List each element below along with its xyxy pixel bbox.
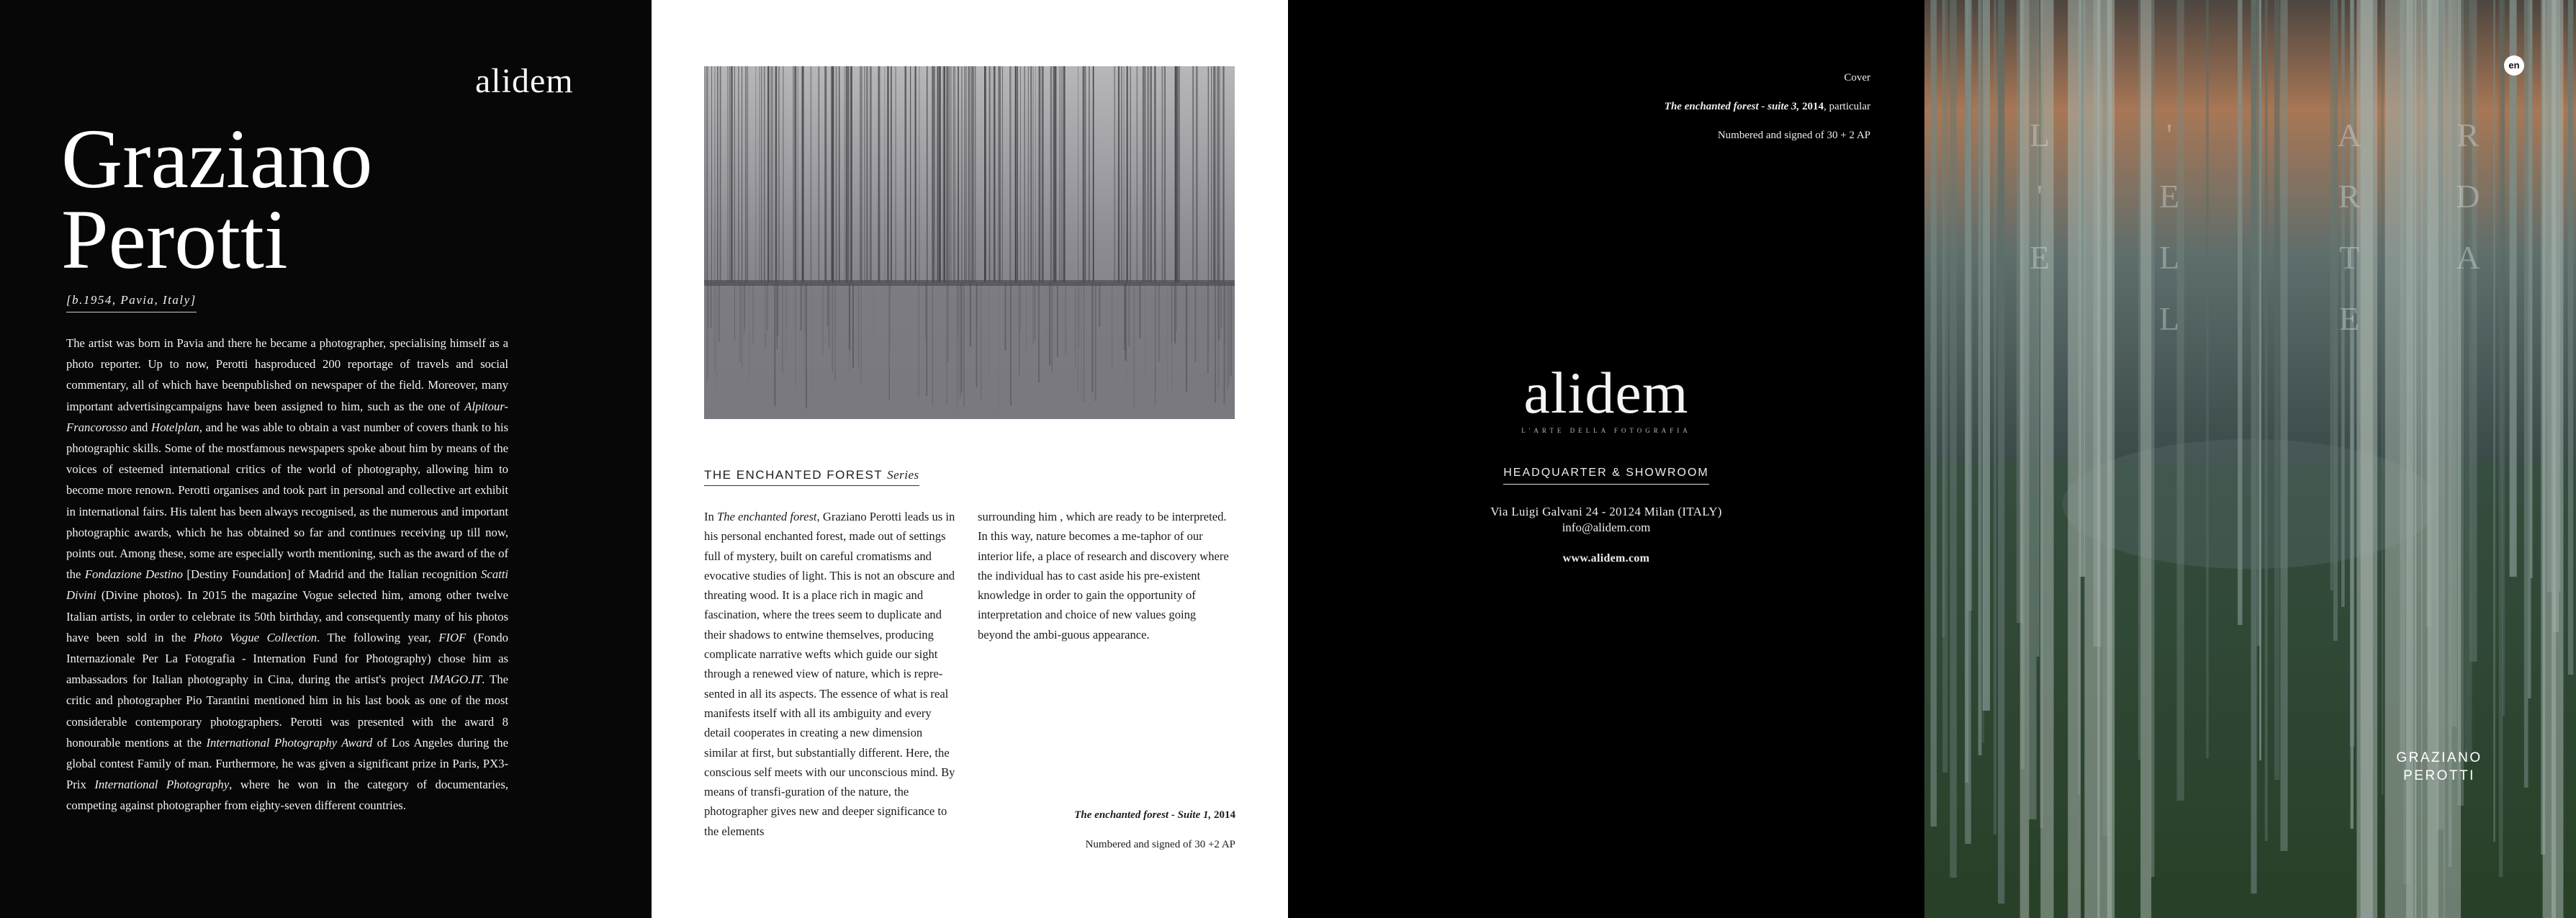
tree-trunk	[1084, 66, 1086, 282]
tree-trunk	[1143, 66, 1144, 282]
tree-reflection	[989, 282, 990, 377]
tree-reflection	[1220, 282, 1221, 339]
cover-letter: '	[2036, 178, 2043, 215]
tree-trunk	[1192, 66, 1194, 282]
tree-trunk	[1220, 66, 1221, 282]
tree-trunk	[885, 66, 886, 282]
tree-trunk	[1144, 66, 1146, 282]
alidem-tagline: L'ARTE DELLA FOTOGRAFIA	[1521, 427, 1691, 434]
tree-trunk	[1033, 66, 1034, 282]
tree-trunk	[775, 66, 776, 282]
tree-trunk	[778, 66, 779, 282]
tree-trunk	[1222, 66, 1225, 282]
tree-trunk	[1053, 66, 1055, 282]
tree-trunk	[811, 66, 812, 282]
tree-trunk	[794, 66, 796, 282]
tree-reflection	[1038, 282, 1040, 382]
tree-trunk	[1215, 66, 1216, 282]
tree-trunk	[1050, 66, 1052, 282]
tree-trunk	[1017, 66, 1018, 282]
tree-trunk	[910, 66, 911, 282]
tree-reflection	[1078, 282, 1080, 347]
tree-reflection	[1095, 282, 1096, 401]
tree-reflection	[734, 282, 735, 341]
tree-reflection	[852, 282, 854, 368]
cover-letter	[2335, 410, 2364, 472]
tree-reflection	[1139, 282, 1140, 338]
tree-trunk	[932, 66, 935, 282]
tree-trunk	[1093, 66, 1094, 282]
birth-info: [b.1954, Pavia, Italy]	[66, 293, 197, 312]
tree-reflection	[1219, 282, 1220, 397]
tree-reflection	[858, 282, 860, 368]
tree-trunk	[964, 66, 965, 282]
tree-reflection	[1185, 282, 1186, 366]
tree-reflection	[890, 282, 891, 348]
tree-trunk	[839, 66, 840, 282]
cover-letter	[2454, 410, 2482, 472]
tree-trunk	[761, 66, 762, 282]
tree-reflection	[716, 282, 717, 392]
tree-trunk	[832, 66, 834, 282]
cover-letter	[2025, 410, 2054, 472]
tree-reflection	[927, 282, 928, 396]
alidem-logo: alidem	[475, 62, 574, 100]
tree-reflection	[1230, 282, 1232, 376]
vertical-letters-4	[2454, 104, 2482, 472]
cover-letter: D	[2456, 178, 2480, 215]
tree-trunk	[1154, 66, 1156, 282]
tree-reflection	[1065, 282, 1066, 356]
tree-trunk	[836, 66, 837, 282]
essay-heading: THE ENCHANTED FOREST Series	[704, 468, 919, 486]
tree-trunk	[731, 66, 732, 282]
tree-trunk	[975, 66, 976, 282]
hq-title: HEADQUARTER & SHOWROOM	[1503, 467, 1709, 485]
tree-trunk	[866, 66, 868, 282]
cover-letter: A	[2337, 117, 2361, 153]
tree-trunk	[938, 66, 939, 282]
tree-trunk	[847, 66, 849, 282]
alidem-logo-large	[1288, 360, 1924, 434]
artist-first-name: Graziano	[61, 112, 373, 206]
tree-trunk	[714, 66, 715, 282]
tree-reflection	[1081, 282, 1082, 402]
tree-reflection	[998, 282, 999, 410]
cover-caption	[1665, 63, 1870, 150]
headquarter-info	[1288, 467, 1924, 565]
cover-letter: L	[2029, 117, 2050, 153]
tree-reflection	[1186, 282, 1187, 392]
tree-reflection	[795, 282, 796, 386]
tree-trunk	[704, 66, 706, 282]
tree-reflection	[1074, 282, 1075, 351]
tree-trunk	[825, 66, 827, 282]
tree-trunk	[966, 66, 967, 282]
tree-reflection	[1156, 282, 1157, 392]
tree-reflection	[1158, 282, 1160, 361]
tree-trunk	[1114, 66, 1115, 282]
cover-letter: T	[2338, 239, 2360, 276]
tree-reflection	[785, 282, 786, 359]
tree-trunk	[940, 66, 941, 282]
tree-reflection	[970, 282, 971, 346]
cover-letter: '	[2166, 117, 2173, 153]
tree-trunk	[947, 66, 950, 282]
tree-reflection	[827, 282, 828, 327]
tree-trunk	[1083, 66, 1085, 282]
tree-reflection	[1051, 282, 1053, 372]
tree-reflection	[803, 282, 804, 370]
tree-reflection	[1128, 282, 1130, 347]
tree-reflection	[801, 282, 802, 330]
tree-reflection	[1045, 282, 1046, 379]
tree-trunk	[961, 66, 962, 282]
tree-reflection	[1167, 282, 1168, 393]
essay-panel	[652, 0, 1288, 918]
tree-trunk	[1124, 66, 1125, 282]
tree-reflection	[1099, 282, 1101, 327]
language-badge[interactable]: en	[2504, 55, 2524, 76]
tree-trunk	[747, 66, 748, 282]
tree-reflection	[889, 282, 890, 400]
tree-trunk	[1130, 66, 1132, 282]
tree-reflection	[849, 282, 850, 350]
tree-trunk	[1162, 66, 1163, 282]
tree-reflection	[1207, 282, 1209, 374]
tree-trunk	[1055, 66, 1057, 282]
tree-trunk	[802, 66, 803, 282]
tree-trunk	[1164, 66, 1166, 282]
artist-last-name: Perotti	[61, 192, 288, 287]
tree-reflection	[861, 282, 862, 384]
tree-reflection	[1227, 282, 1228, 390]
tree-trunk	[1051, 66, 1052, 282]
tree-trunk	[764, 66, 765, 282]
tree-reflection	[739, 282, 741, 362]
hq-address: Via Luigi Galvani 24 - 20124 Milan (ITALY)	[1490, 505, 1722, 518]
tree-trunk	[998, 66, 999, 282]
tree-reflection	[804, 282, 805, 404]
tree-trunk	[888, 66, 889, 282]
vertical-letters-1	[2025, 104, 2054, 472]
tree-trunk	[1059, 66, 1060, 282]
cover-letter	[2025, 349, 2054, 410]
tree-trunk	[878, 66, 880, 282]
tree-reflection	[946, 282, 947, 405]
tree-reflection	[1010, 282, 1012, 405]
essay-column-2: surrounding him , which are ready to be interpreted. In this way, nature becomes a me-taphor of our interior life, a place of research and discovery where the individual has to cast aside his pre-existent knowledge in order to gain the opportunity of interpretation and choice of new values going beyond the ambi-guous appearance.	[978, 510, 1229, 642]
essay-column-1: In The enchanted forest, Graziano Perotti leads us in his personal enchanted forest, made out of settings full of mystery, built on careful cromatisms and evocative studies of light. This is not an obscure and threating wood. It is a place rich in magic and fascination, where the trees seem to duplicate and their shadows to entwine themselves, producing complicate narrative wefts which guide our sight through a renewed view of nature, which is repre-sented in all its aspects. The essence of what is real manifests itself with all its ambiguity and every detail cooperates in creating a new dimension similar at first, but substantially different. Here, the conscious self meets with our unconscious mind. By means of transfi-guration of the nature, the photographer gives new and deeper significance to the elements	[704, 510, 955, 838]
tree-trunk	[793, 66, 794, 282]
tree-reflection	[925, 282, 926, 338]
tree-trunk	[1024, 66, 1025, 282]
tree-trunk	[767, 66, 768, 282]
tree-trunk	[1030, 66, 1032, 282]
vertical-letters-3	[2335, 104, 2364, 472]
tree-reflection	[832, 282, 833, 372]
tree-trunk	[1148, 66, 1149, 282]
tree-trunk	[870, 66, 871, 282]
tree-trunk	[880, 66, 881, 282]
tree-trunk	[999, 66, 1001, 282]
cover-letter	[2454, 349, 2482, 410]
contact-panel	[1288, 0, 1924, 918]
tree-trunk	[846, 66, 848, 282]
tree-trunk	[755, 66, 756, 282]
artist-bio-panel	[0, 0, 652, 918]
cover-letter: R	[2456, 117, 2480, 153]
tree-trunk	[772, 66, 773, 282]
tree-reflection	[834, 282, 835, 381]
tree-trunk	[968, 66, 970, 282]
tree-reflection	[1195, 282, 1197, 362]
alidem-wordmark: alidem	[1523, 360, 1689, 426]
tree-trunk	[1042, 66, 1043, 282]
tree-reflection	[961, 282, 962, 392]
tree-reflection	[963, 282, 964, 407]
tree-trunk	[1196, 66, 1198, 282]
tree-reflection	[874, 282, 875, 350]
tree-reflection	[787, 282, 788, 331]
tree-reflection	[1005, 282, 1006, 351]
tree-trunk	[1211, 66, 1212, 282]
tree-reflection	[805, 282, 806, 335]
tree-trunk	[972, 66, 973, 282]
tree-reflection	[823, 282, 824, 354]
tree-reflection	[1026, 282, 1027, 356]
cover-letter: L	[2158, 239, 2180, 276]
cover-letter: L	[2158, 300, 2180, 337]
tree-trunk	[1062, 66, 1063, 282]
tree-reflection	[1221, 282, 1222, 327]
tree-trunk	[738, 66, 739, 282]
tree-trunk	[706, 66, 708, 282]
artist-name-heading	[61, 112, 373, 287]
tree-trunk	[1020, 66, 1021, 282]
cover-letter: A	[2456, 239, 2480, 276]
cover-panel	[1924, 0, 2576, 918]
forest-reflection-photo	[704, 66, 1235, 419]
tree-reflection	[1133, 282, 1135, 408]
tree-reflection	[1155, 282, 1156, 406]
tree-reflection	[948, 282, 950, 332]
tree-reflection	[774, 282, 775, 406]
tree-trunk	[864, 66, 865, 282]
tree-trunk	[1208, 66, 1209, 282]
tree-trunk	[860, 66, 863, 282]
tree-trunk	[954, 66, 955, 282]
cover-letter	[2454, 288, 2482, 349]
tree-trunk	[1009, 66, 1011, 282]
artist-biography: The artist was born in Pavia and there he became a photographer, specialising himself as a photo reporter. Up to now, Perotti hasproduced 200 reportage of travels and social commentary, all of which have beenpublished on newspaper of the field. Moreover, many important advertisingcampaigns have been assigned to him, such as the one of Alpitour-Francorosso and Hotelplan, and he was able to obtain a vast number of covers thank to his photographic skills. Some of the mostfamous newspapers spoke about him by means of the voices of esteemed international critics of the world of photography, allowing him to become more renown. Perotti organises and took part in personal and collective art exhibit in international fairs. His talent has been always recognised, as the numerous and important photographic awards, which he has obtained so far and continues receiving up till now, points out. Among these, some are especially worth mentioning, such as the award of the of the Fondazione Destino [Destiny Foundation] of Madrid and the Italian recognition Scatti Divini (Divine photos). In 2015 the magazine Vogue selected him, among other twelve Italian artists, in order to celebrate its 50th birthday, and consequently many of his photos have been sold in the Photo Vogue Collection. The following year, FIOF (Fondo Internazionale Per La Fotografia - Internation Fund for Photography) chose him as ambassadors for Italian photography in Cina, during the artist's project IMAGO.IT. The critic and photographer Pio Tarantini mentioned him in his last book as one of the most considerable contemporary photographers. Perotti was presented with the award 8 honourable mentions at the International Photography Award of Los Angeles during the global contest Family of man. Furthermore, he was given a significant prize in Paris, PX3-Prix International Photography, where he won in the category of documentaries, competing against photographer from eighty-seven different countries.	[66, 336, 509, 813]
tree-trunk	[1218, 66, 1220, 282]
tree-reflection	[1176, 282, 1177, 333]
cover-letter	[2335, 349, 2364, 410]
tree-reflection	[1171, 282, 1172, 343]
tree-reflection	[1125, 282, 1127, 361]
tree-reflection	[1091, 282, 1093, 392]
tree-trunk	[711, 66, 712, 282]
tree-trunk	[970, 66, 972, 282]
tree-trunk	[1039, 66, 1040, 282]
tree-reflection	[1057, 282, 1058, 357]
tree-trunk	[734, 66, 735, 282]
tree-trunk	[1040, 66, 1042, 282]
cover-letter: E	[2029, 239, 2050, 276]
tree-reflection	[1174, 282, 1176, 343]
tree-trunk	[1063, 66, 1066, 282]
cover-artist-name: GRAZIANO PEROTTI	[2396, 750, 2482, 783]
tree-reflection	[782, 282, 783, 373]
tree-reflection	[1228, 282, 1230, 385]
tree-reflection	[1049, 282, 1050, 366]
photo-caption-title: The enchanted forest - Suite 1, 2014	[1074, 809, 1235, 821]
tree-reflection	[932, 282, 933, 405]
tree-trunk	[946, 66, 947, 282]
tree-trunk	[915, 66, 916, 282]
tree-reflection	[744, 282, 745, 335]
tree-trunk	[943, 66, 945, 282]
tree-trunk	[984, 66, 986, 282]
tree-trunk	[745, 66, 747, 282]
tree-trunk	[1127, 66, 1128, 282]
tree-reflection	[806, 282, 807, 408]
cover-title: The enchanted forest - suite 3, 2014, particular	[1664, 101, 1870, 112]
tree-reflection	[752, 282, 754, 344]
tree-trunk	[1035, 66, 1036, 282]
tree-reflection	[1033, 282, 1034, 344]
tree-trunk	[989, 66, 990, 282]
tree-trunk	[850, 66, 852, 282]
tree-trunk	[759, 66, 760, 282]
hq-website[interactable]: www.alidem.com	[1562, 552, 1650, 564]
tree-reflection	[742, 282, 743, 369]
tree-reflection	[1020, 282, 1022, 331]
cover-edition: Numbered and signed of 30 + 2 AP	[1717, 130, 1870, 141]
tree-trunk	[1028, 66, 1029, 282]
cover-letter: E	[2338, 300, 2360, 337]
tree-trunk	[1060, 66, 1061, 282]
photo-caption-edition: Numbered and signed of 30 +2 AP	[1085, 839, 1235, 850]
hq-email[interactable]: info@alidem.com	[1562, 521, 1651, 534]
tree-reflection	[776, 282, 778, 349]
tree-trunk	[1136, 66, 1138, 282]
tree-trunk	[1179, 66, 1180, 282]
cover-letter: E	[2158, 178, 2180, 215]
tree-reflection	[714, 282, 715, 371]
tree-trunk	[717, 66, 718, 282]
tree-reflection	[1124, 282, 1125, 351]
tree-reflection	[958, 282, 959, 406]
cover-letter	[2025, 288, 2054, 349]
tree-trunk	[1118, 66, 1120, 282]
cover-letter	[2155, 349, 2184, 410]
tree-trunk	[1002, 66, 1003, 282]
tree-trunk	[951, 66, 952, 282]
cover-letter	[2155, 410, 2184, 472]
tree-trunk	[819, 66, 820, 282]
tree-trunk	[727, 66, 729, 282]
tree-reflection	[811, 282, 812, 392]
tree-trunk	[958, 66, 959, 282]
vertical-letters-2	[2155, 104, 2184, 472]
cover-letter: R	[2338, 178, 2361, 215]
tree-reflection	[719, 282, 720, 342]
tree-reflection	[711, 282, 712, 328]
tree-trunk	[1177, 66, 1179, 282]
tree-trunk	[1015, 66, 1017, 282]
tree-trunk	[1213, 66, 1215, 282]
tree-trunk	[953, 66, 955, 282]
tree-trunk	[994, 66, 996, 282]
tree-reflection	[765, 282, 766, 348]
tree-trunk	[1121, 66, 1122, 282]
tree-trunk	[1150, 66, 1152, 282]
tree-reflection	[976, 282, 978, 387]
cover-label: Cover	[1844, 72, 1870, 84]
tree-trunk	[720, 66, 721, 282]
tree-trunk	[729, 66, 731, 282]
